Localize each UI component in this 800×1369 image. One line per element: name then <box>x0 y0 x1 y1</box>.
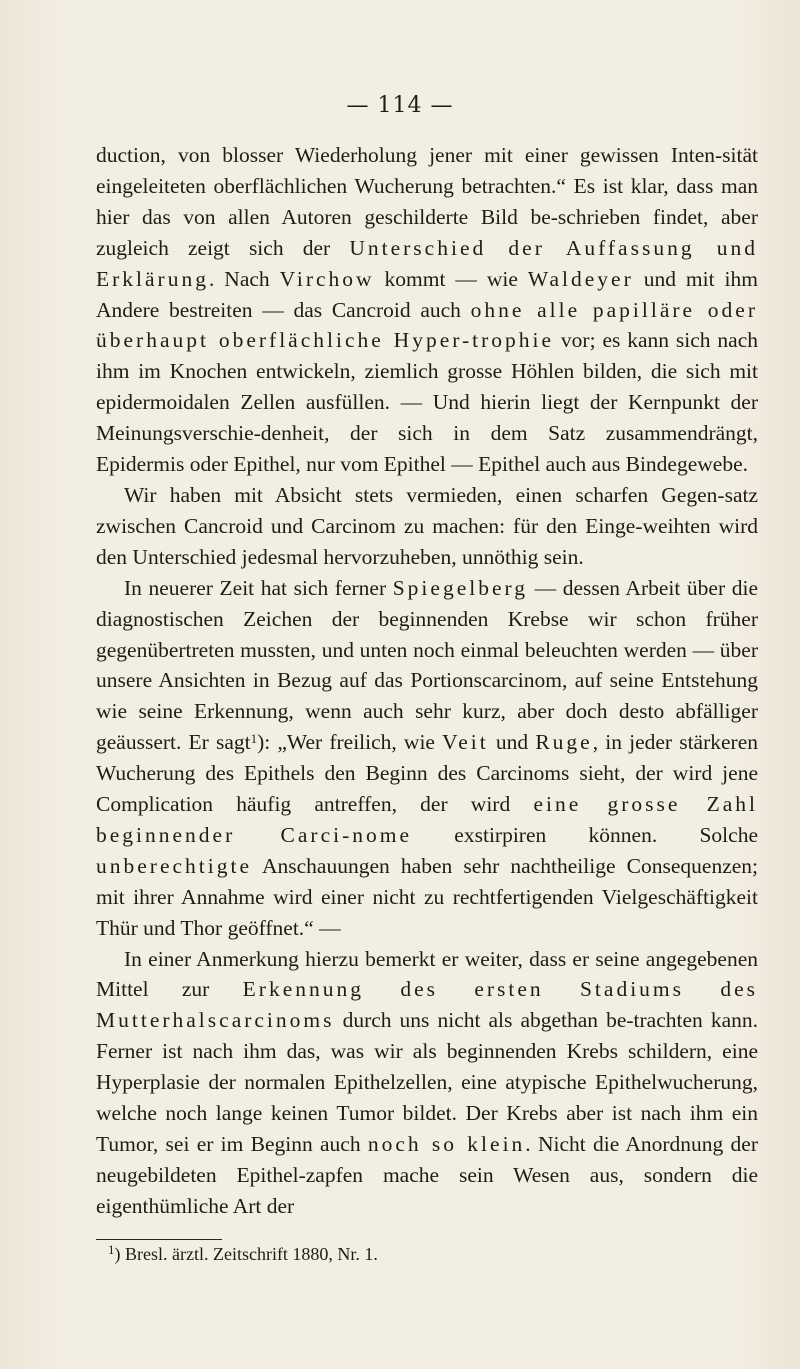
text-run: — dessen Arbeit über die diagnostischen Zeichen der beginnenden Krebse wir schon früher gegenübertreten mussten, und unten noch einmal beleuchten werden — über unsere Ansichten in Bezug auf das Portionscarcinom, auf seine Entstehung wie seine Erkennung, wenn auch sehr kurz, aber doch desto abfälliger geäussert. Er sagt <box>96 575 758 755</box>
text-run: ): „Wer freilich, wie <box>257 730 443 755</box>
text-run: duction, von blosser Wiederholung jener mit einer gewissen Inten-sität eingeleiteten oberflächlichen Wucherung betrachten.“ Es ist klar, dass man hier das von allen Autoren geschilderte Bild be-schrieben findet, aber zugleich zeigt sich der <box>96 143 758 260</box>
text-run: . Nicht die Anordnung der neugebildeten Epithel-zapfen mache sein Wesen aus, sondern die eigenthümliche Art der <box>96 1132 758 1218</box>
spaced-emphasis: Erkennung des ersten Stadiums des Mutterhalscarcinoms <box>96 977 759 1033</box>
footnote <box>108 1244 378 1265</box>
text-run: vor; es kann sich nach ihm im Knochen entwickeln, ziemlich grosse Höhlen bilden, die sich mit epidermoidalen Zellen ausfüllen. — Und hierin liegt der Kernpunkt der Meinungsverschie-denheit, der sich in dem Satz zusammendrängt, Epidermis oder Epithel, nur vom Epithel — Epithel auch aus Bindegewebe. <box>96 328 758 477</box>
footnote-text: ) Bresl. ärztl. Zeitschrift 1880, Nr. 1. <box>114 1244 378 1264</box>
paragraph-2 <box>96 480 758 573</box>
text-run: . Nach <box>208 266 280 291</box>
text-run: , in jeder stärkeren Wucherung des Epithels den Beginn des Carcinoms sieht, der wird jene Complication häufig antreffen, der wird <box>96 730 758 817</box>
spaced-emphasis: eine grosse Zahl beginnender Carci-nome <box>96 792 758 847</box>
text-run: In einer Anmerkung hierzu bemerkt er weiter, dass er seine angegebenen Mittel zur <box>96 946 758 1002</box>
spaced-emphasis: ohne alle papilläre oder überhaupt oberflächliche Hyper-trophie <box>96 297 758 353</box>
text-run: Wir haben mit Absicht stets vermieden, einen scharfen Gegen-satz zwischen Cancroid und Carcinom zu machen: für den Einge-weihten wird den Unterschied jedesmal hervorzuheben, unnöthig sein. <box>96 482 758 569</box>
paragraph-1 <box>96 140 758 480</box>
spaced-emphasis: Waldeyer <box>527 266 634 291</box>
text-run: exstirpiren können. Solche <box>412 822 758 847</box>
text-run: In neuerer Zeit hat sich ferner <box>124 575 393 600</box>
text-run: kommt — wie <box>374 266 528 291</box>
spaced-emphasis: noch so klein <box>367 1132 526 1156</box>
paragraph-4 <box>96 944 758 1222</box>
footnote-divider <box>96 1239 222 1240</box>
spaced-emphasis: Unterschied der Auffassung und Erklärung <box>96 235 758 291</box>
page-number: — 114 — <box>346 93 454 118</box>
text-run: und mit ihm Andere bestreiten — das Cancroid auch <box>96 266 758 322</box>
text-run: Anschauungen haben sehr nachtheilige Consequenzen; mit ihrer Annahme wird einer nicht zu rechtfertigenden Vielgeschäftigkeit Thür und Thor geöffnet.“ — <box>96 853 758 940</box>
spaced-emphasis: unberechtigte <box>96 853 253 878</box>
footnote-marker: 1 <box>108 1242 115 1257</box>
spaced-emphasis: Ruge <box>535 730 593 755</box>
paragraph-3 <box>96 573 758 944</box>
footnote-reference: 1 <box>250 731 258 747</box>
spaced-emphasis: Veit <box>442 730 489 755</box>
main-text <box>96 140 758 1222</box>
spaced-emphasis: Spiegelberg <box>392 575 529 600</box>
text-run: und <box>488 730 536 755</box>
text-run: durch uns nicht als abgethan be-trachten kann. Ferner ist nach ihm das, was wir als beginnenden Krebs schildern, eine Hyperplasie der normalen Epithelzellen, eine atypische Epithelwucherung, welche noch lange keinen Tumor bildet. Der Krebs aber ist nach ihm ein Tumor, sei er im Beginn auch <box>96 1008 758 1156</box>
spaced-emphasis: Virchow <box>279 266 375 291</box>
